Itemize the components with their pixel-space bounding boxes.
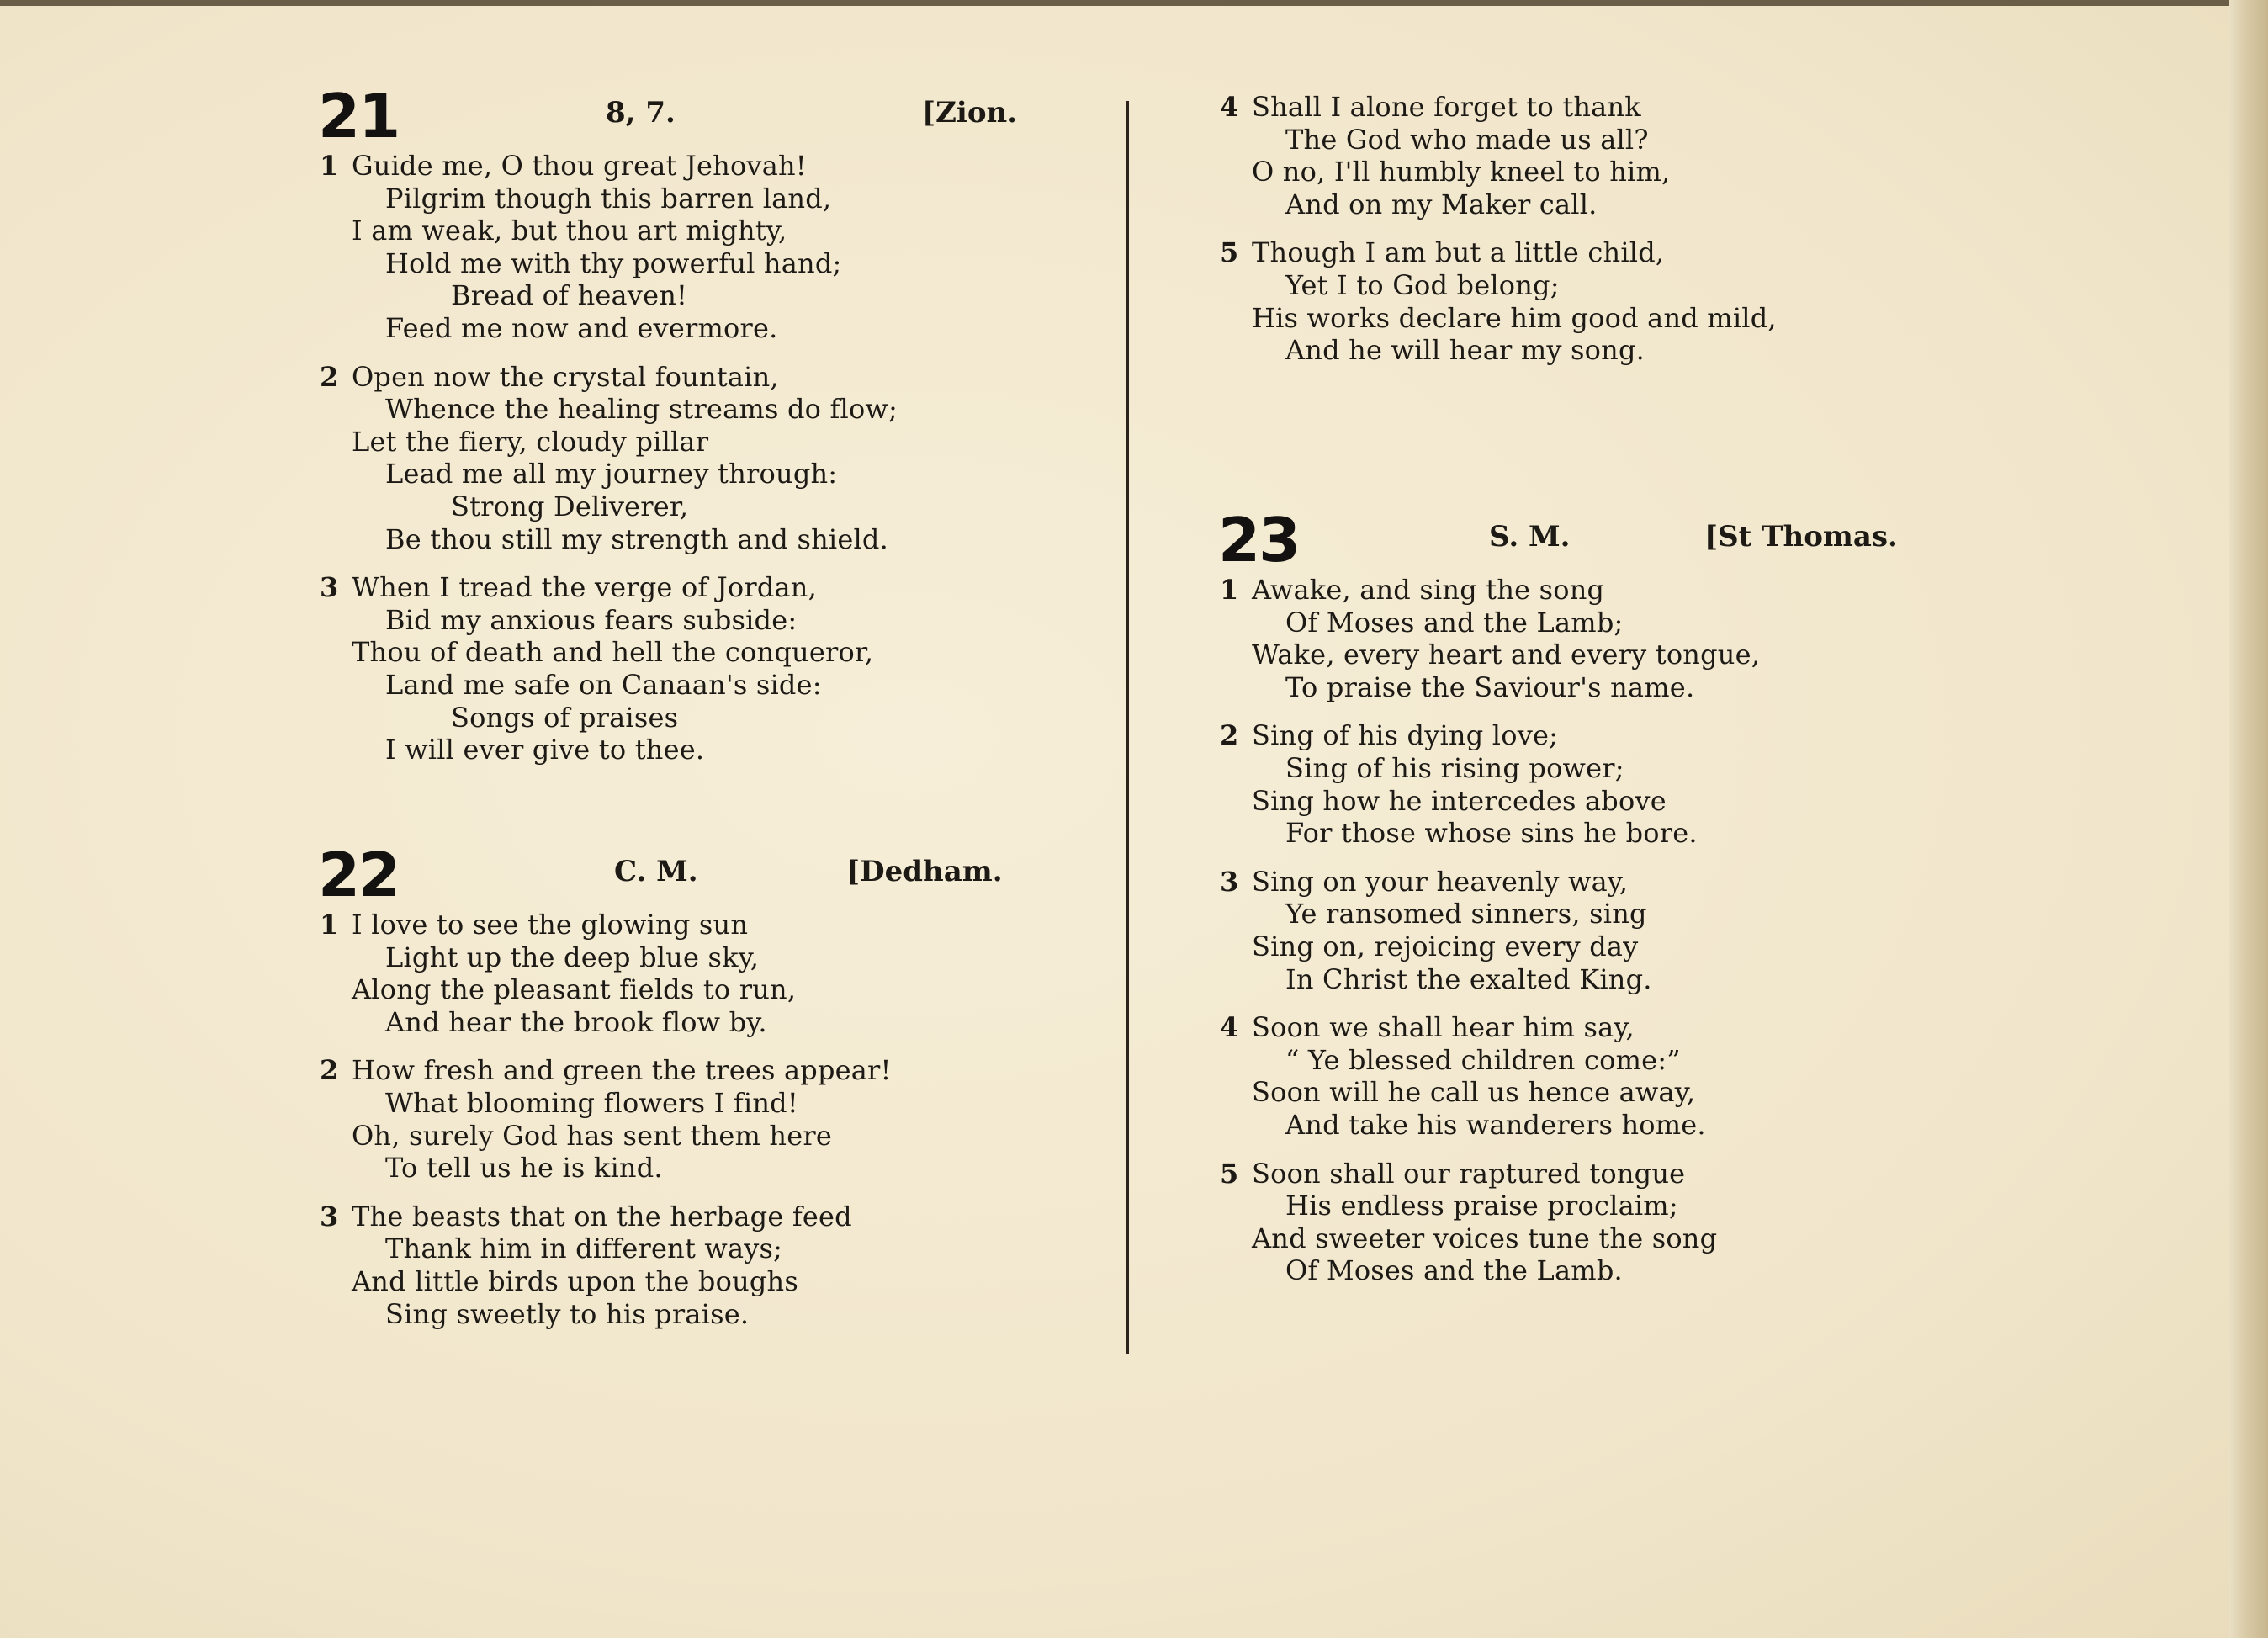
verse-line: Open now the crystal fountain,: [352, 360, 779, 393]
verse-line: Bread of heaven!: [451, 279, 688, 312]
verse-line: Soon will he call us hence away,: [1252, 1076, 1696, 1109]
verse-line: “ Ye blessed children come:”: [1285, 1043, 1681, 1076]
column-divider: [1126, 101, 1129, 1354]
verse-line: The beasts that on the herbage feed: [352, 1200, 852, 1232]
verse-line: Oh, surely God has sent them here: [352, 1119, 833, 1152]
stanza-number: 1: [320, 150, 339, 182]
stanza-number: 3: [320, 571, 339, 604]
stanza-number: 5: [1220, 236, 1239, 269]
stanza: [1220, 236, 1942, 367]
stanza-number: 4: [1220, 91, 1239, 123]
stanza-number: 3: [320, 1200, 339, 1232]
verse-line: Of Moses and the Lamb;: [1285, 606, 1624, 639]
hymn-meter: 8, 7.: [606, 96, 676, 130]
verse-line: Hold me with thy powerful hand;: [385, 246, 842, 279]
verse-line: Songs of praises: [451, 701, 679, 734]
verse-line: His works declare him good and mild,: [1252, 301, 1777, 334]
stanza: [320, 360, 1041, 556]
verse-line: Whence the healing streams do flow;: [385, 393, 898, 426]
verse-line: The God who made us all?: [1285, 123, 1649, 156]
verse-line: Bid my anxious fears subside:: [385, 603, 798, 636]
stanza: [1220, 574, 1942, 703]
verse-line: To tell us he is kind.: [385, 1152, 663, 1185]
verse-line: Thou of death and hell the conqueror,: [352, 636, 874, 669]
verse-line: Awake, and sing the song: [1252, 574, 1605, 606]
stanza: [320, 571, 1041, 766]
stanza: [1220, 1157, 1942, 1287]
hymn-tune: [Zion.: [922, 96, 1018, 130]
stanza-number: 3: [1220, 865, 1239, 898]
hymn-number: 23: [1218, 505, 1300, 575]
hymn-22-continued: [1218, 91, 1942, 383]
hymn-header: [318, 82, 1041, 150]
verse-line: I am weak, but thou art mighty,: [352, 215, 787, 247]
stanza-number: 4: [1220, 1011, 1239, 1044]
verse-line: When I tread the verge of Jordan,: [352, 571, 817, 604]
verse-line: Sing on, rejoicing every day: [1252, 930, 1639, 962]
hymn-22: [318, 841, 1041, 1346]
stanza-number: 5: [1220, 1157, 1239, 1190]
hymn-tune: [Dedham.: [846, 855, 1003, 888]
verse-line: And little birds upon the boughs: [352, 1264, 798, 1297]
hymn-meter: C. M.: [614, 855, 698, 888]
verse-line: What blooming flowers I find!: [385, 1086, 798, 1119]
verse-line: Light up the deep blue sky,: [385, 941, 760, 973]
verse-line: Yet I to God belong;: [1285, 268, 1560, 301]
verse-line: Wake, every heart and every tongue,: [1252, 639, 1761, 671]
verse-line: In Christ the exalted King.: [1285, 962, 1652, 995]
verse-line: Sing sweetly to his praise.: [385, 1297, 750, 1330]
hymn-header: [1218, 506, 1942, 574]
verse-line: And hear the brook flow by.: [385, 1005, 767, 1038]
hymn-header: [318, 841, 1041, 909]
hymn-tune: [St Thomas.: [1704, 520, 1898, 554]
left-column: [318, 0, 1041, 1638]
verse-line: Along the pleasant fields to run,: [352, 973, 797, 1006]
verse-line: Let the fiery, cloudy pillar: [352, 425, 709, 458]
stanza-number: 1: [1220, 574, 1239, 606]
stanza-number: 2: [320, 360, 339, 393]
verse-line: Guide me, O thou great Jehovah!: [352, 150, 807, 182]
verse-line: How fresh and green the trees appear!: [352, 1054, 892, 1087]
hymn-number: 22: [318, 840, 400, 910]
verse-line: Feed me now and evermore.: [385, 311, 778, 344]
stanza-number: 1: [320, 909, 339, 941]
verse-line: Ye ransomed sinners, sing: [1285, 898, 1647, 930]
verse-line: His endless praise proclaim;: [1285, 1190, 1678, 1222]
stanza: [1220, 865, 1942, 995]
stanza-number: 2: [1220, 719, 1239, 752]
stanza: [1220, 1011, 1942, 1141]
verse-line: And on my Maker call.: [1285, 188, 1598, 220]
stanza: [320, 909, 1041, 1038]
stanza-number: 2: [320, 1054, 339, 1087]
verse-line: Soon shall our raptured tongue: [1252, 1157, 1686, 1190]
verse-line: Lead me all my journey through:: [385, 458, 838, 490]
verse-line: Of Moses and the Lamb.: [1285, 1254, 1623, 1287]
verse-line: Strong Deliverer,: [451, 490, 689, 522]
verse-line: O no, I'll humbly kneel to him,: [1252, 156, 1671, 188]
verse-line: Sing how he intercedes above: [1252, 784, 1667, 817]
right-column: [1218, 0, 1942, 1638]
verse-line: I love to see the glowing sun: [352, 909, 749, 941]
hymn-23: [1218, 506, 1942, 1303]
verse-line: For those whose sins he bore.: [1285, 817, 1698, 850]
verse-line: Sing of his rising power;: [1285, 751, 1624, 784]
verse-line: And take his wanderers home.: [1285, 1108, 1706, 1141]
verse-line: And he will hear my song.: [1285, 334, 1645, 367]
verse-line: I will ever give to thee.: [385, 734, 705, 766]
page-right-edge: [2229, 0, 2268, 1638]
stanza: [320, 1054, 1041, 1185]
verse-line: Pilgrim though this barren land,: [385, 182, 832, 215]
verse-line: Though I am but a little child,: [1252, 236, 1665, 269]
verse-line: Sing of his dying love;: [1252, 719, 1559, 752]
verse-line: And sweeter voices tune the song: [1252, 1222, 1718, 1254]
verse-line: Shall I alone forget to thank: [1252, 91, 1641, 123]
hymn-21: [318, 82, 1041, 782]
hymn-meter: S. M.: [1489, 520, 1571, 554]
stanza: [320, 150, 1041, 345]
stanza: [320, 1200, 1041, 1330]
verse-line: Land me safe on Canaan's side:: [385, 668, 822, 701]
verse-line: Sing on your heavenly way,: [1252, 865, 1629, 898]
hymn-number: 21: [318, 81, 400, 151]
stanza: [1220, 91, 1942, 220]
verse-line: To praise the Saviour's name.: [1285, 671, 1695, 703]
stanza: [1220, 719, 1942, 850]
verse-line: Thank him in different ways;: [385, 1232, 783, 1265]
verse-line: Soon we shall hear him say,: [1252, 1011, 1635, 1044]
verse-line: Be thou still my strength and shield.: [385, 522, 888, 555]
